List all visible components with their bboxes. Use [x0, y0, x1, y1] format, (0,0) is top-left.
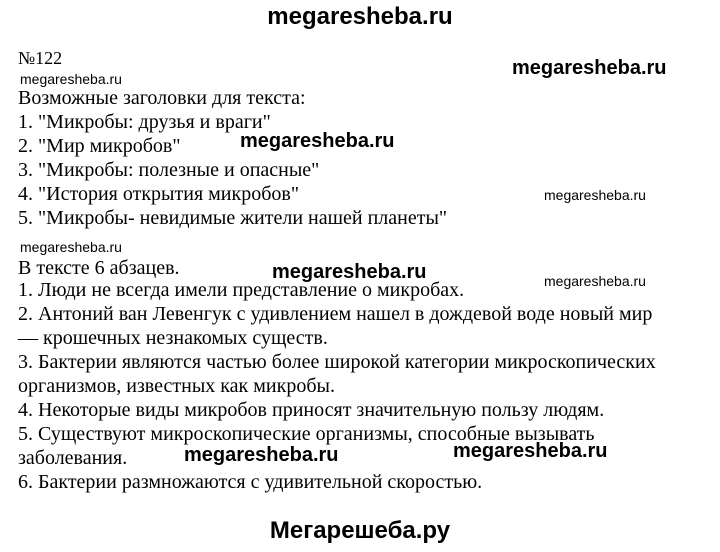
- heading-item: 4. "История открытия микробов": [18, 183, 299, 205]
- headings-intro: Возможные заголовки для текста:: [18, 87, 306, 109]
- heading-item: 2. "Мир микробов": [18, 135, 181, 157]
- watermark-small: megaresheba.ru: [20, 71, 122, 87]
- paragraph-line: 4. Некоторые виды микробов приносят значительную пользу людям.: [18, 399, 605, 421]
- site-header-title: megaresheba.ru: [267, 3, 453, 30]
- heading-item: 1. "Микробы: друзья и враги": [18, 111, 271, 133]
- watermark-small: megaresheba.ru: [20, 239, 122, 255]
- watermark-big: megaresheba.ru: [512, 57, 667, 79]
- site-footer-title: Мегарешеба.ру: [269, 517, 451, 544]
- paragraph-line: 3. Бактерии являются частью более широкой категории микроскопических: [18, 351, 656, 373]
- heading-item: 3. "Микробы: полезные и опасные": [18, 159, 320, 181]
- watermark-big: megaresheba.ru: [453, 440, 608, 462]
- heading-item: 5. "Микробы- невидимые жители нашей планеты": [18, 207, 448, 229]
- paragraph-line: 1. Люди не всегда имели представление о микробах.: [18, 279, 465, 301]
- paragraph-line: заболевания.: [18, 447, 128, 469]
- task-number: №122: [18, 48, 63, 68]
- watermark-small: megaresheba.ru: [544, 187, 646, 203]
- paragraph-line: — крошечных незнакомых существ.: [18, 327, 328, 349]
- paragraph-line: 6. Бактерии размножаются с удивительной скоростью.: [18, 471, 483, 493]
- paragraph-line: 5. Существуют микроскопические организмы, способные вызывать: [18, 423, 595, 445]
- watermark-small: megaresheba.ru: [544, 273, 646, 289]
- watermark-big: megaresheba.ru: [272, 261, 427, 283]
- paragraphs-intro: В тексте 6 абзацев.: [18, 257, 180, 279]
- watermark-big: megaresheba.ru: [184, 444, 339, 466]
- watermark-big: megaresheba.ru: [240, 130, 395, 152]
- paragraph-line: 2. Антоний ван Левенгук с удивлением нашел в дождевой воде новый мир: [18, 303, 653, 325]
- paragraph-line: организмов, известных как микробы.: [18, 375, 335, 397]
